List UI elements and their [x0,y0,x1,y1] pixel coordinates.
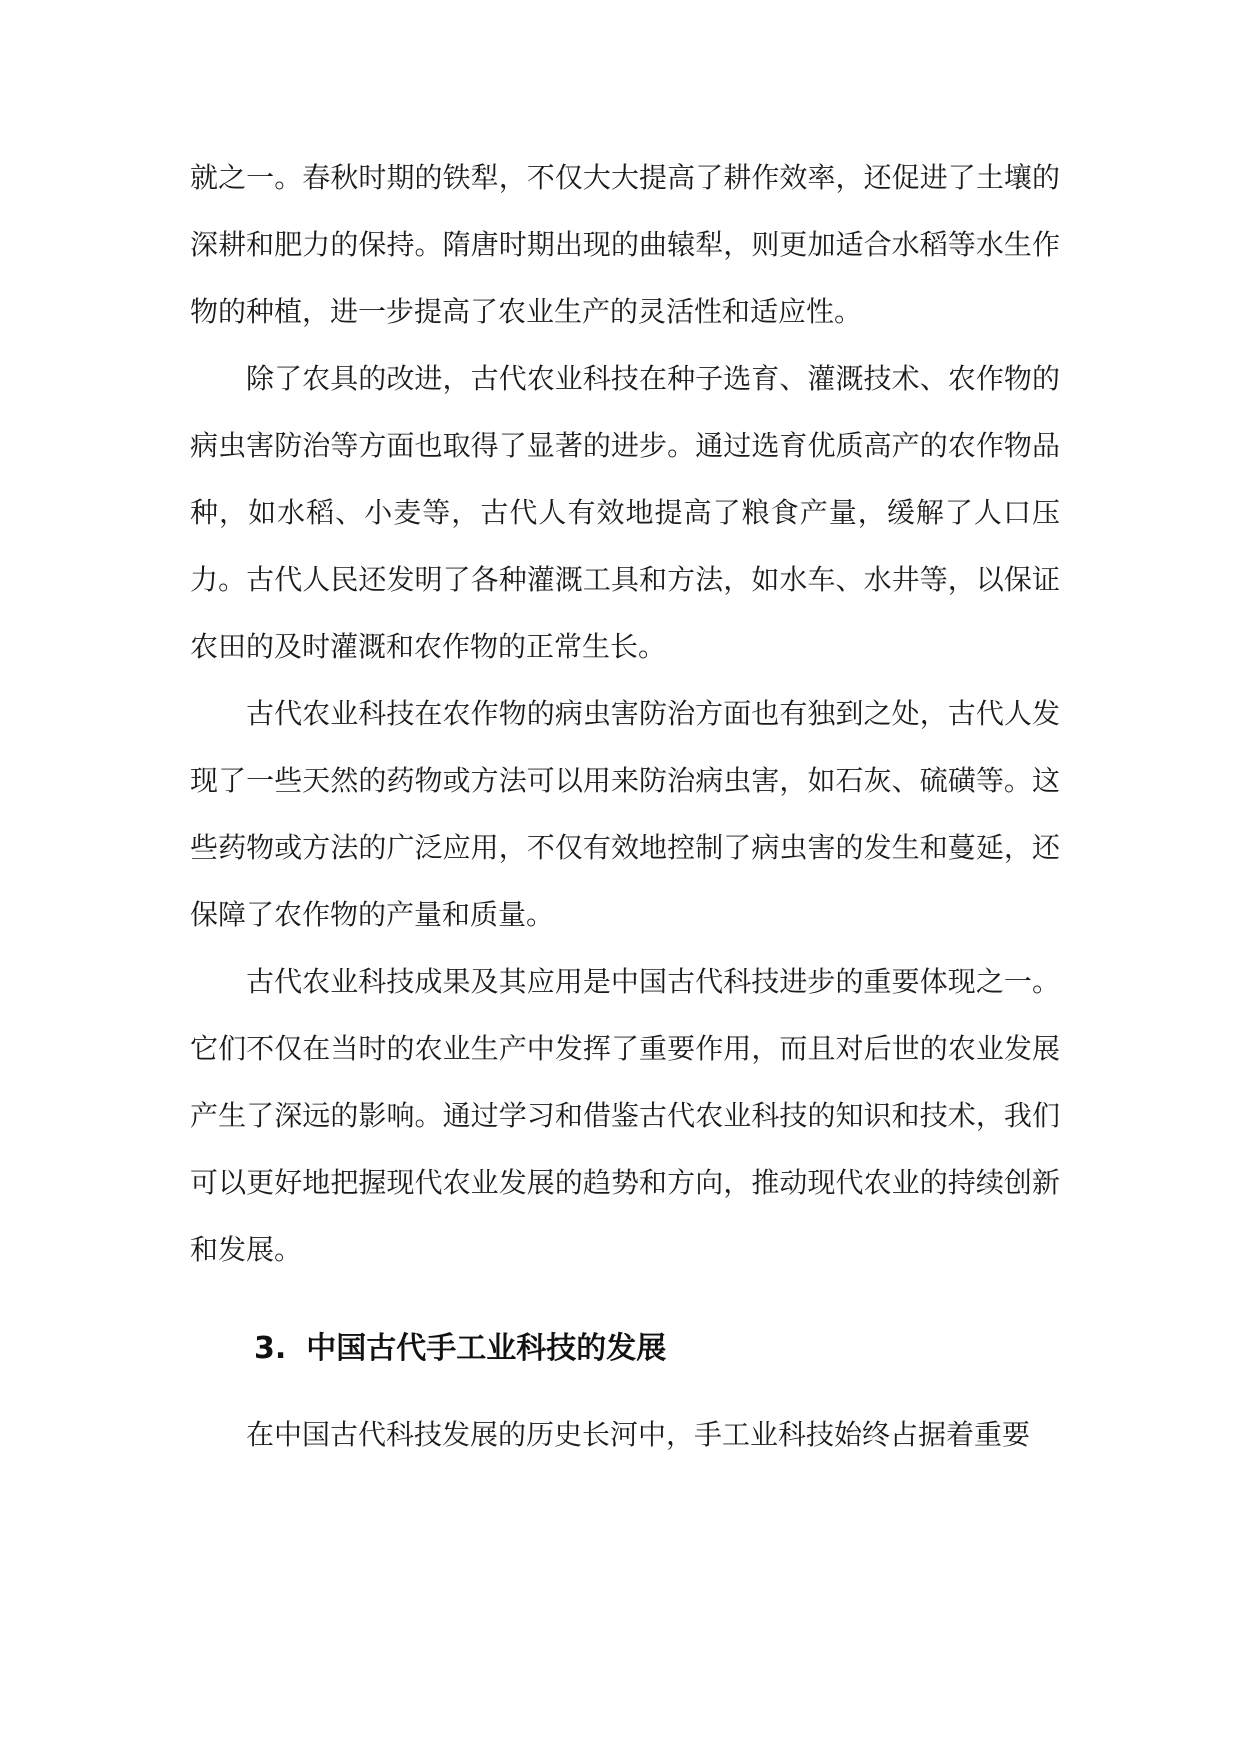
section-heading [190,1321,1060,1377]
paragraph-pest-control: 古代农业科技在农作物的病虫害防治方面也有独到之处，古代人发现了一些天然的药物或方法可以用来防治病虫害，如石灰、硫磺等。这些药物或方法的广泛应用，不仅有效地控制了病虫害的发生和蔓延，还保障了农作物的产量和质量。 [190,697,1060,931]
paragraph-seeds-irrigation: 除了农具的改进，古代农业科技在种子选育、灌溉技术、农作物的病虫害防治等方面也取得了显著的进步。通过选育优质高产的农作物品种，如水稻、小麦等，古代人有效地提高了粮食产量，缓解了人口压力。古代人民还发明了各种灌溉工具和方法，如水车、水井等，以保证农田的及时灌溉和农作物的正常生长。 [190,362,1060,663]
paragraph-handicraft-intro: 在中国古代科技发展的历史长河中，手工业科技始终占据着重要 [246,1418,1031,1451]
section-number: 3. [254,1331,287,1366]
document-body [190,144,1060,1468]
paragraph-plow-history: 就之一。春秋时期的铁犁，不仅大大提高了耕作效率，还促进了土壤的深耕和肥力的保持。隋唐时期出现的曲辕犁，则更加适合水稻等水生作物的种植，进一步提高了农业生产的灵活性和适应性。 [190,161,1060,328]
section-title: 中国古代手工业科技的发展 [306,1331,667,1366]
paragraph-agri-summary: 古代农业科技成果及其应用是中国古代科技进步的重要体现之一。它们不仅在当时的农业生产中发挥了重要作用，而且对后世的农业发展产生了深远的影响。通过学习和借鉴古代农业科技的知识和技术，我们可以更好地把握现代农业发展的趋势和方向，推动现代农业的持续创新和发展。 [190,965,1060,1266]
